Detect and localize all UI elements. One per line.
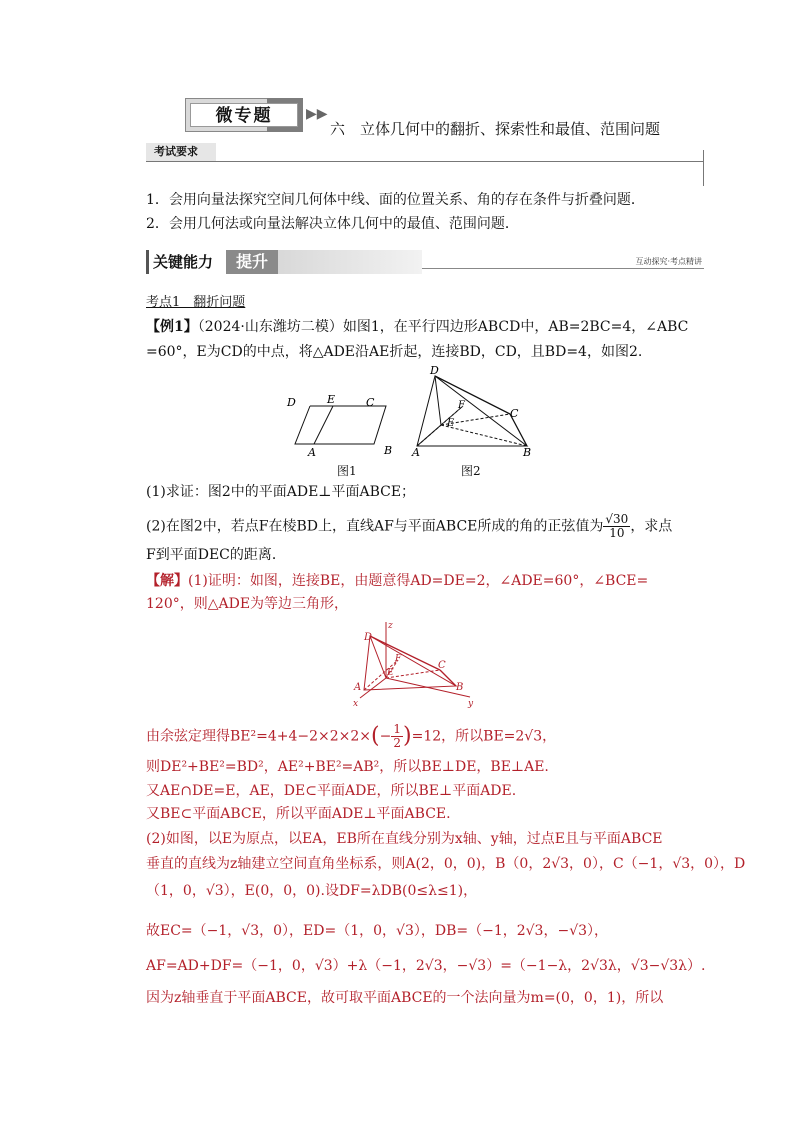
- question-2-line-1: [146, 513, 672, 540]
- fig2-label-a: A: [412, 446, 420, 459]
- sine-fraction-denominator: 10: [609, 526, 625, 540]
- fig2-label-d: D: [430, 364, 439, 377]
- fig1-label-e: E: [327, 393, 336, 406]
- band-highlight: [226, 250, 422, 274]
- solution-line-6: 又BE⊂平面ABCE，所以平面ADE⊥平面ABCE.: [146, 806, 451, 822]
- question-2-text-b: ，求点: [630, 518, 673, 535]
- double-arrow-icon: ▶▶: [306, 106, 328, 122]
- fig2-edge-dc: [435, 376, 510, 414]
- band-highlight-text: 提升: [226, 250, 278, 274]
- solution-line-5: 又AE∩DE=E，AE，DE⊂平面ADE，所以BE⊥平面ADE.: [146, 783, 517, 799]
- example-text-1: （2024·山东潍坊二模）如图1，在平行四边形ABCD中，AB=2BC=4，∠ABC: [197, 319, 689, 335]
- sol-edge-ec: [386, 670, 440, 678]
- solution-line-1: [146, 570, 648, 592]
- fig1-caption: 图1: [337, 464, 357, 478]
- requirement-item-1: 1．会用向量法探究空间几何体中线、面的位置关系、角的存在条件与折叠问题．: [146, 192, 645, 208]
- band-tag: 互动探究·考点精讲: [635, 257, 702, 266]
- sol-label-x: x: [353, 699, 359, 709]
- sol-label-d: D: [364, 632, 373, 643]
- fig1-parallelogram: [295, 406, 386, 444]
- fig2-label-b: B: [523, 446, 532, 459]
- fig1-label-a: A: [308, 446, 316, 458]
- solution-line-8: 垂直的直线为z轴建立空间直角坐标系，则A(2，0，0)，B（0，2√3，0），C（−1，√3，0），D: [146, 856, 746, 872]
- band-underline: [422, 268, 704, 269]
- solution-text-3a: 由余弦定理得BE²=4+4−2×2×2×: [146, 728, 372, 745]
- solution-line-3: 由余弦定理得BE²=4+4−2×2×2×(− $\frac{1}{2}$ )=12，所以BE=2√3，: [146, 722, 557, 750]
- fig2-edge-de: [435, 376, 441, 425]
- solution-line-4: 则DE²+BE²=BD²，AE²+BE²=AB²，所以BE⊥DE，BE⊥AE.: [146, 759, 549, 775]
- sol-label-a: A: [354, 682, 362, 693]
- figure-2: [405, 364, 545, 460]
- requirements-tab: 考试要求: [146, 143, 216, 161]
- topic-heading: 考点1 翻折问题: [146, 295, 246, 310]
- fig1-label-b: B: [384, 444, 393, 457]
- half-fraction-denominator: 2: [393, 736, 402, 750]
- question-2-line-2: F到平面DEC的距离．: [146, 547, 286, 563]
- solution-tag: 【解】: [146, 573, 188, 589]
- requirement-item-2: 2．会用几何法或向量法解决立体几何中的最值、范围问题．: [146, 216, 519, 232]
- fig2-label-f: F: [458, 400, 465, 411]
- question-1: (1)求证：图2中的平面ADE⊥平面ABCE；: [146, 484, 416, 500]
- sol-label-b: B: [456, 682, 464, 693]
- solution-line-7: (2)如图，以E为原点，以EA，EB所在直线分别为x轴、y轴，过点E且与平面ABCE: [146, 831, 663, 847]
- solution-line-12: 因为z轴垂直于平面ABCE，故可取平面ABCE的一个法向量为m=(0，0，1)，所以: [146, 990, 664, 1006]
- fig2-label-c: C: [510, 407, 519, 420]
- example-line-2: =60°，E为CD的中点，将△ADE沿AE折起，连接BD，CD，且BD=4，如图2.: [146, 344, 643, 360]
- half-fraction: [391, 723, 403, 750]
- requirements-divider: [146, 161, 704, 162]
- solution-line-10: 故EC=（−1，√3，0），ED=（1，0，√3），DB=（−1，2√3，−√3），: [146, 923, 609, 939]
- question-2-text-a: (2)在图2中，若点F在棱BD上，直线AF与平面ABCE所成的角的正弦值为: [146, 518, 604, 535]
- example-line-1: [146, 316, 688, 338]
- band-label: 关键能力: [146, 250, 213, 274]
- solution-line-11: AF=AD+DF=（−1，0，√3）+λ（−1，2√3，−√3）=（−1−λ，2√3λ，√3−√3λ）.: [146, 958, 706, 974]
- badge-label: 微专题: [190, 103, 298, 127]
- sol-label-f: F: [395, 654, 402, 664]
- sol-label-c: C: [438, 660, 446, 671]
- solution-text-1: (1)证明：如图，连接BE，由题意得AD=DE=2，∠ADE=60°，∠BCE=: [188, 573, 649, 589]
- sol-label-z: z: [388, 621, 393, 631]
- fig1-segment-ae: [314, 406, 333, 444]
- micro-topic-badge: [185, 98, 303, 132]
- sine-fraction: [603, 513, 630, 540]
- half-fraction-numerator: 1: [393, 722, 402, 736]
- solution-line-2: 120°，则△ADE为等边三角形，: [146, 596, 349, 612]
- solution-figure: [348, 618, 480, 710]
- solution-line-9: （1，0，√3），E(0，0，0).设DF=λDB(0≤λ≤1)，: [146, 883, 478, 899]
- fig2-caption: 图2: [461, 464, 481, 478]
- sol-label-y: y: [468, 699, 474, 709]
- sol-label-e: E: [387, 668, 394, 678]
- solution-text-3b: =12，所以BE=2√3，: [411, 728, 557, 745]
- fig2-label-e: E: [447, 418, 455, 429]
- fig1-label-c: C: [366, 396, 375, 409]
- requirements-border: [703, 150, 704, 186]
- figure-1: [280, 392, 410, 458]
- section-title: 六 立体几何中的翻折、探索性和最值、范围问题: [330, 120, 661, 138]
- fig1-label-d: D: [287, 396, 296, 409]
- sine-fraction-numerator: √30: [605, 512, 629, 526]
- example-tag: 【例1】: [146, 319, 198, 335]
- key-ability-band: [146, 250, 704, 274]
